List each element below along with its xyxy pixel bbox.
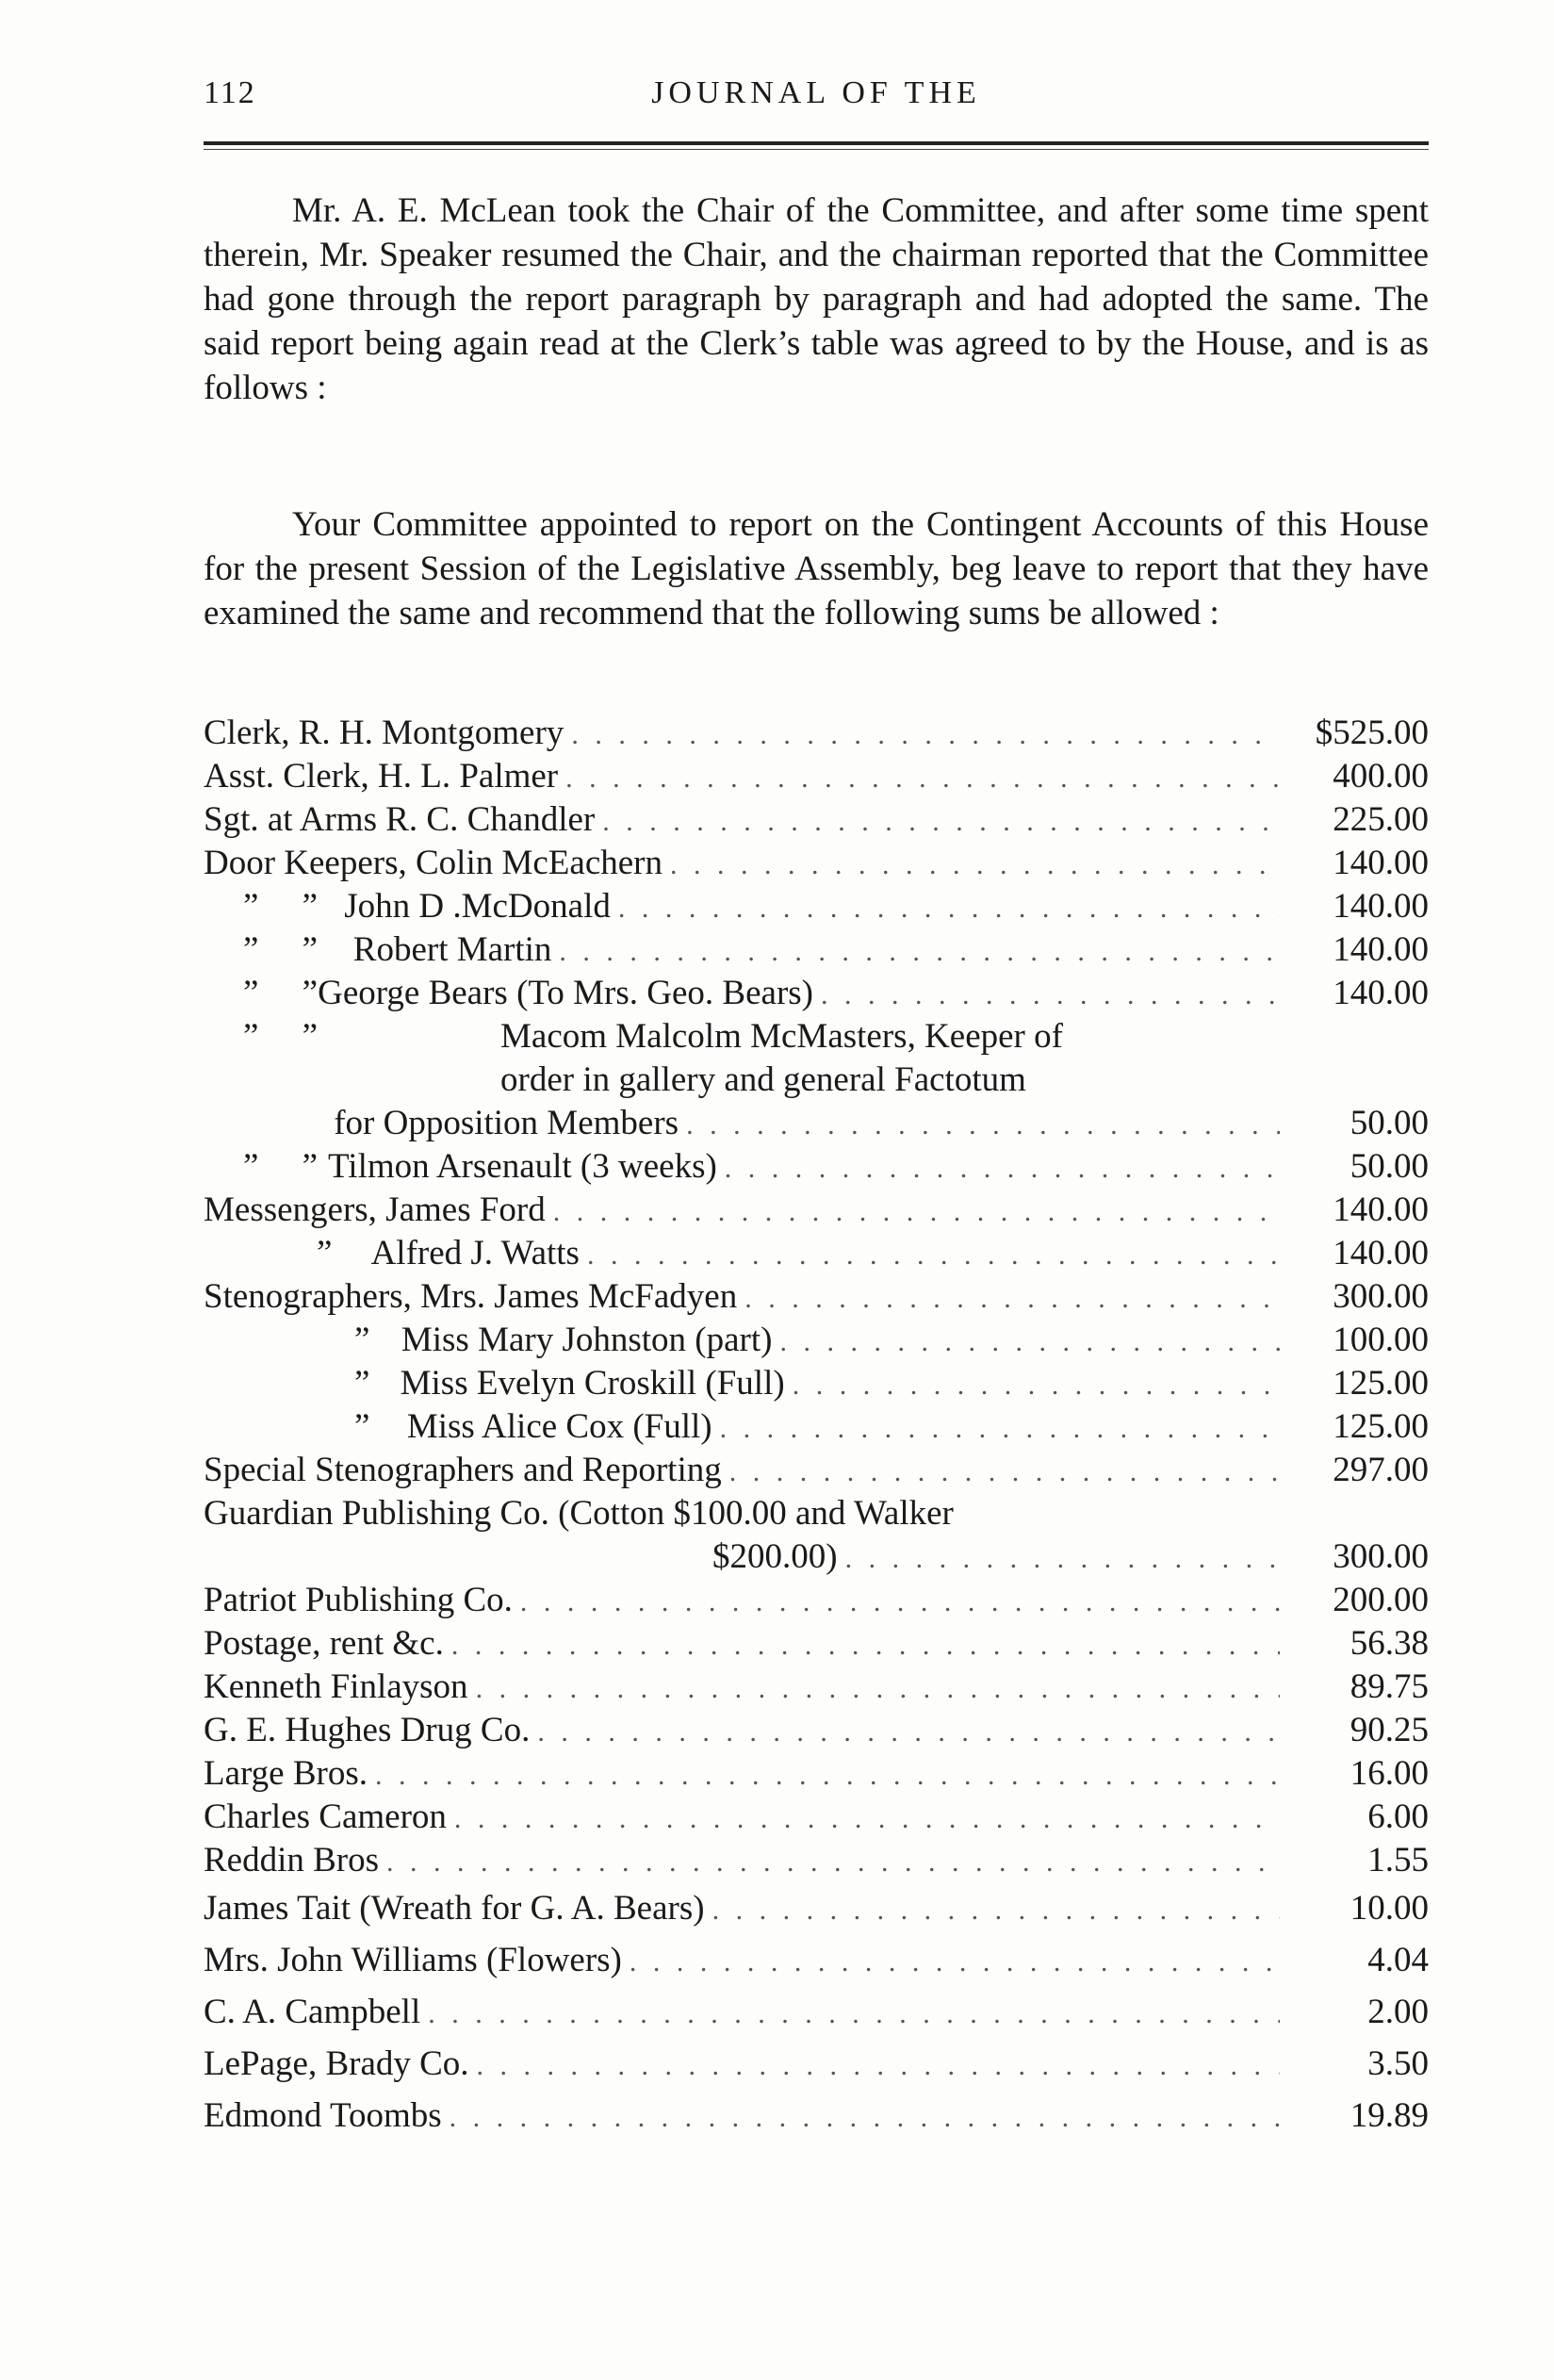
account-name: Reddin Bros (204, 1841, 380, 1879)
leader-dots (559, 930, 1280, 974)
account-name: LePage, Brady Co. (204, 2044, 469, 2083)
account-amount: $525.00 (1315, 714, 1429, 752)
account-amount: 90.25 (1350, 1711, 1429, 1749)
account-name: George Bears (To Mrs. Geo. Bears) (318, 974, 813, 1012)
account-name: $200.00) (712, 1537, 838, 1576)
leader-dots (744, 1277, 1280, 1321)
account-name: Alfred J. Watts (370, 1234, 580, 1272)
account-row (204, 1934, 1429, 1986)
leader-dots (712, 1884, 1280, 1936)
leader-dots (553, 1190, 1280, 1234)
account-row (204, 1189, 1429, 1232)
leader-dots (618, 887, 1280, 930)
leader-dots (571, 714, 1280, 757)
account-row (204, 1102, 1429, 1145)
account-row (204, 1145, 1429, 1189)
account-name: Asst. Clerk, H. L. Palmer (204, 757, 559, 796)
account-name: Kenneth Finlayson (204, 1667, 468, 1706)
account-amount: 50.00 (1350, 1104, 1429, 1142)
account-amount: 140.00 (1333, 1234, 1429, 1272)
leader-dots (450, 2092, 1280, 2143)
account-name: Mrs. John Williams (Flowers) (204, 1941, 622, 1979)
paragraph-committee-report: Mr. A. E. McLean took the Chair of the Committee, and after some time spent therein, Mr. Speaker resumed the Chair, and the chairman reported that the Committee had gone through the report paragraph by paragraph and had adopted the same. The said report being again read at the Clerk’s table was agreed to by the House, and is as follows : (204, 191, 1429, 407)
account-amount: 125.00 (1333, 1407, 1429, 1446)
account-row (204, 1986, 1429, 2038)
account-row (204, 755, 1429, 798)
account-amount: 6.00 (1367, 1797, 1429, 1836)
account-name: for Opposition Members (334, 1104, 679, 1142)
leader-dots (821, 974, 1280, 1017)
ditto-marks: ” ” (243, 887, 319, 926)
account-name: Door Keepers, Colin McEachern (204, 844, 662, 882)
account-row (204, 1275, 1429, 1319)
account-name: Miss Mary Johnston (part) (401, 1321, 773, 1359)
account-row (204, 972, 1429, 1015)
account-row (204, 1839, 1429, 1882)
ditto-marks: ” (354, 1321, 370, 1359)
leader-dots (845, 1537, 1280, 1581)
account-amount: 1.55 (1367, 1841, 1429, 1879)
account-row (204, 1666, 1429, 1709)
leader-dots (686, 1104, 1280, 1147)
account-amount: 140.00 (1333, 844, 1429, 882)
account-amount: 140.00 (1333, 1190, 1429, 1229)
account-name: Miss Evelyn Croskill (Full) (400, 1364, 785, 1403)
leader-dots (476, 1667, 1280, 1711)
ditto-marks: ” ” (243, 974, 319, 1012)
leader-dots (793, 1364, 1280, 1407)
account-name: G. E. Hughes Drug Co. (204, 1711, 531, 1749)
leader-dots (520, 1581, 1280, 1624)
account-name: Miss Alice Cox (Full) (406, 1407, 712, 1446)
account-row (204, 1752, 1429, 1796)
account-amount: 4.04 (1367, 1941, 1429, 1979)
ditto-marks: ” ” (243, 1017, 319, 1056)
account-row (204, 1709, 1429, 1752)
leader-dots (779, 1321, 1280, 1364)
account-row (204, 1232, 1429, 1275)
ditto-marks: ” ” (243, 1147, 319, 1186)
account-amount: 56.38 (1350, 1624, 1429, 1663)
account-amount: 16.00 (1350, 1754, 1429, 1793)
leader-dots (670, 844, 1280, 887)
account-row (204, 1622, 1429, 1666)
leader-dots (602, 800, 1280, 844)
account-name: Charles Cameron (204, 1797, 447, 1836)
page-header (204, 66, 1429, 123)
account-amount: 100.00 (1333, 1321, 1429, 1359)
account-row (204, 1059, 1429, 1102)
page-number: 112 (204, 75, 256, 110)
account-row (204, 1535, 1429, 1579)
account-amount: 140.00 (1333, 887, 1429, 926)
leader-dots (729, 1451, 1280, 1494)
ditto-marks: ” (354, 1407, 370, 1446)
account-row (204, 1449, 1429, 1492)
account-row (204, 2038, 1429, 2090)
account-amount: 300.00 (1333, 1277, 1429, 1316)
leader-dots (477, 2040, 1280, 2092)
leader-dots (725, 1147, 1280, 1190)
account-amount: 200.00 (1333, 1581, 1429, 1619)
account-name: Macom Malcolm McMasters, Keeper of (500, 1017, 1063, 1056)
leader-dots (565, 757, 1280, 800)
account-name: Tilmon Arsenault (3 weeks) (327, 1147, 717, 1186)
account-row (204, 712, 1429, 755)
account-amount: 300.00 (1333, 1537, 1429, 1576)
account-amount: 3.50 (1367, 2044, 1429, 2083)
account-amount: 140.00 (1333, 974, 1429, 1012)
header-rule-thin (204, 149, 1429, 150)
running-head: JOURNAL OF THE (651, 75, 981, 110)
account-row (204, 1319, 1429, 1362)
account-amount: 140.00 (1333, 930, 1429, 969)
account-name: Special Stenographers and Reporting (204, 1451, 722, 1489)
leader-dots (451, 1624, 1280, 1667)
paragraph-contingent-accounts: Your Committee appointed to report on the Contingent Accounts of this House for the present Session of the Legislative Assembly, beg leave to report that they have examined the same and recommend that the following sums be allowed : (204, 505, 1429, 632)
leader-dots (375, 1754, 1280, 1797)
account-amount: 19.89 (1350, 2096, 1429, 2135)
account-name: order in gallery and general Factotum (500, 1060, 1026, 1099)
account-amount: 89.75 (1350, 1667, 1429, 1706)
account-name: Edmond Toombs (204, 2096, 442, 2135)
account-row (204, 1362, 1429, 1405)
account-name: Postage, rent &c. (204, 1624, 444, 1663)
header-rule (204, 141, 1429, 145)
account-row (204, 1492, 1429, 1535)
account-row (204, 2090, 1429, 2142)
ditto-marks: ” ” (243, 930, 319, 969)
account-name: John D .McDonald (344, 887, 611, 926)
leader-dots (386, 1841, 1280, 1884)
account-name: Stenographers, Mrs. James McFadyen (204, 1277, 738, 1316)
account-row (204, 885, 1429, 928)
account-amount: 225.00 (1333, 800, 1429, 839)
ditto-marks: ” (317, 1234, 333, 1272)
account-name: Guardian Publishing Co. (Cotton $100.00 and Walker (204, 1494, 954, 1533)
leader-dots (454, 1797, 1280, 1841)
account-row (204, 1405, 1429, 1449)
account-row (204, 928, 1429, 972)
account-name: C. A. Campbell (204, 1993, 421, 2031)
leader-dots (587, 1234, 1280, 1277)
account-amount: 297.00 (1333, 1451, 1429, 1489)
leader-dots (630, 1936, 1280, 1988)
account-name: Messengers, James Ford (204, 1190, 546, 1229)
accounts-list (204, 712, 1429, 2142)
account-name: Large Bros. (204, 1754, 368, 1793)
account-amount: 2.00 (1367, 1993, 1429, 2031)
leader-dots (720, 1407, 1280, 1451)
account-row (204, 1015, 1429, 1059)
account-row (204, 1882, 1429, 1934)
account-name: Robert Martin (352, 930, 552, 969)
leader-dots (428, 1988, 1280, 2040)
account-name: Patriot Publishing Co. (204, 1581, 513, 1619)
account-row (204, 798, 1429, 842)
leader-dots (537, 1711, 1280, 1754)
account-amount: 10.00 (1350, 1889, 1429, 1928)
account-row (204, 842, 1429, 885)
ditto-marks: ” (354, 1364, 370, 1403)
account-row (204, 1579, 1429, 1622)
account-name: James Tait (Wreath for G. A. Bears) (204, 1889, 705, 1928)
account-amount: 50.00 (1350, 1147, 1429, 1186)
account-amount: 125.00 (1333, 1364, 1429, 1403)
account-name: Sgt. at Arms R. C. Chandler (204, 800, 596, 839)
account-amount: 400.00 (1333, 757, 1429, 796)
account-name: Clerk, R. H. Montgomery (204, 714, 564, 752)
account-row (204, 1796, 1429, 1839)
